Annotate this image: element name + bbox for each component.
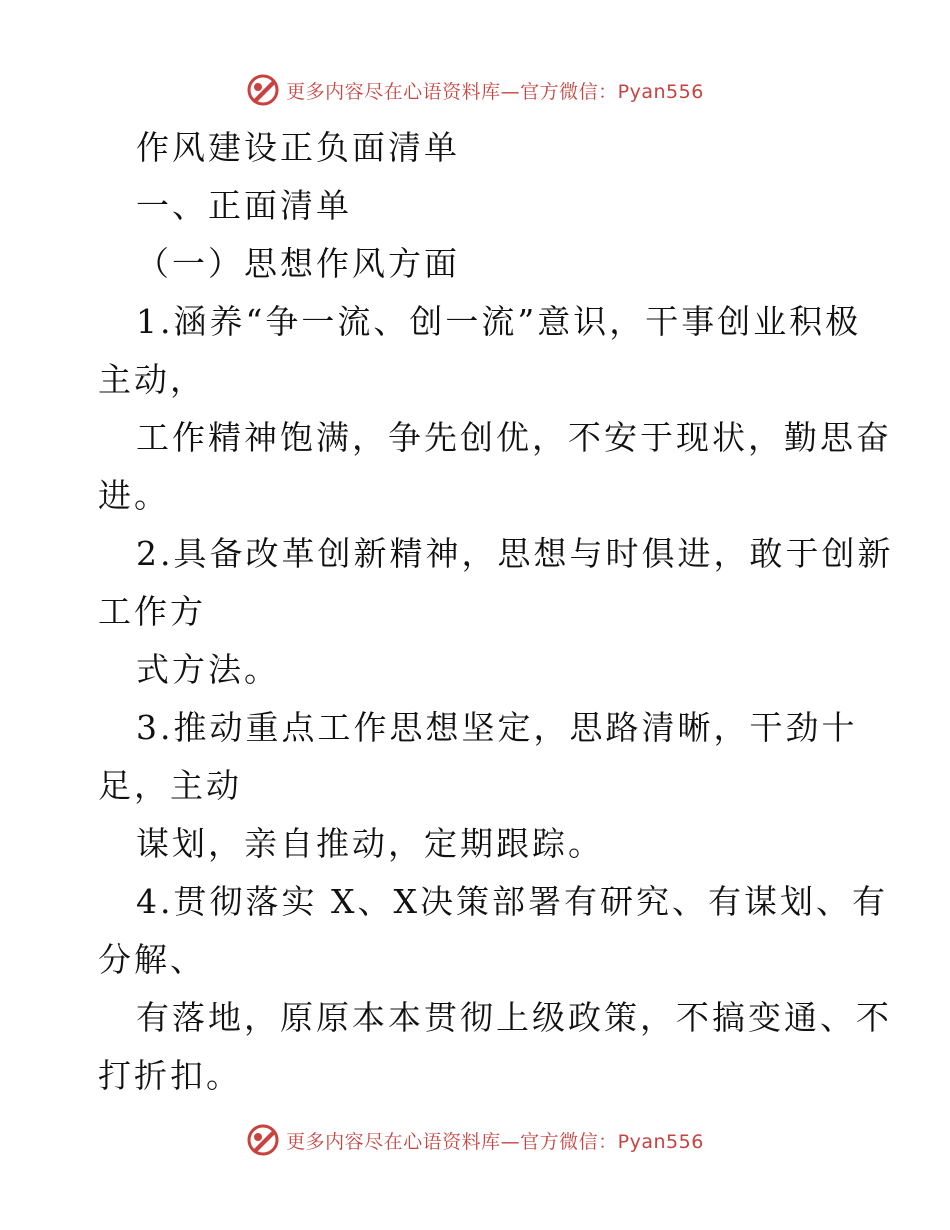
paragraph-line: 3.推动重点工作思想坚定，思路清晰，干劲十 (136, 708, 858, 747)
section-heading: 一、正面清单 (136, 186, 352, 225)
watermark-text: 更多内容尽在心语资料库—官方微信：Pyan556 (286, 1130, 704, 1153)
paragraph-line: 4.贯彻落实 X、X决策部署有研究、有谋划、有 (136, 882, 888, 921)
paragraph-line: 分解、 (98, 940, 206, 979)
paragraph-line: 工作方 (98, 592, 206, 631)
subsection-heading: （一）思想作风方面 (136, 244, 460, 283)
footer-watermark-banner (0, 1120, 950, 1160)
paragraph-line: 谋划，亲自推动，定期跟踪。 (136, 824, 604, 863)
paragraph-line: 足，主动 (98, 766, 242, 805)
paragraph-line: 工作精神饱满，争先创优，不安于现状，勤思奋 (136, 418, 892, 457)
paragraph-line: 进。 (98, 476, 170, 515)
paragraph-line: 有落地，原原本本贯彻上级政策，不搞变通、不 (136, 998, 892, 1037)
quill-seal-icon (246, 1123, 280, 1157)
quill-seal-icon (246, 73, 280, 107)
paragraph-line: 打折扣。 (98, 1056, 242, 1095)
paragraph-line: 式方法。 (136, 650, 280, 689)
document-title: 作风建设正负面清单 (136, 128, 460, 167)
paragraph-line: 1.涵养“争一流、创一流”意识，干事创业积极 (136, 302, 862, 341)
header-watermark-banner (0, 70, 950, 110)
paragraph-line: 主动， (98, 360, 206, 399)
paragraph-line: 2.具备改革创新精神，思想与时俱进，敢于创新 (136, 534, 894, 573)
watermark-text: 更多内容尽在心语资料库—官方微信：Pyan556 (286, 80, 704, 103)
